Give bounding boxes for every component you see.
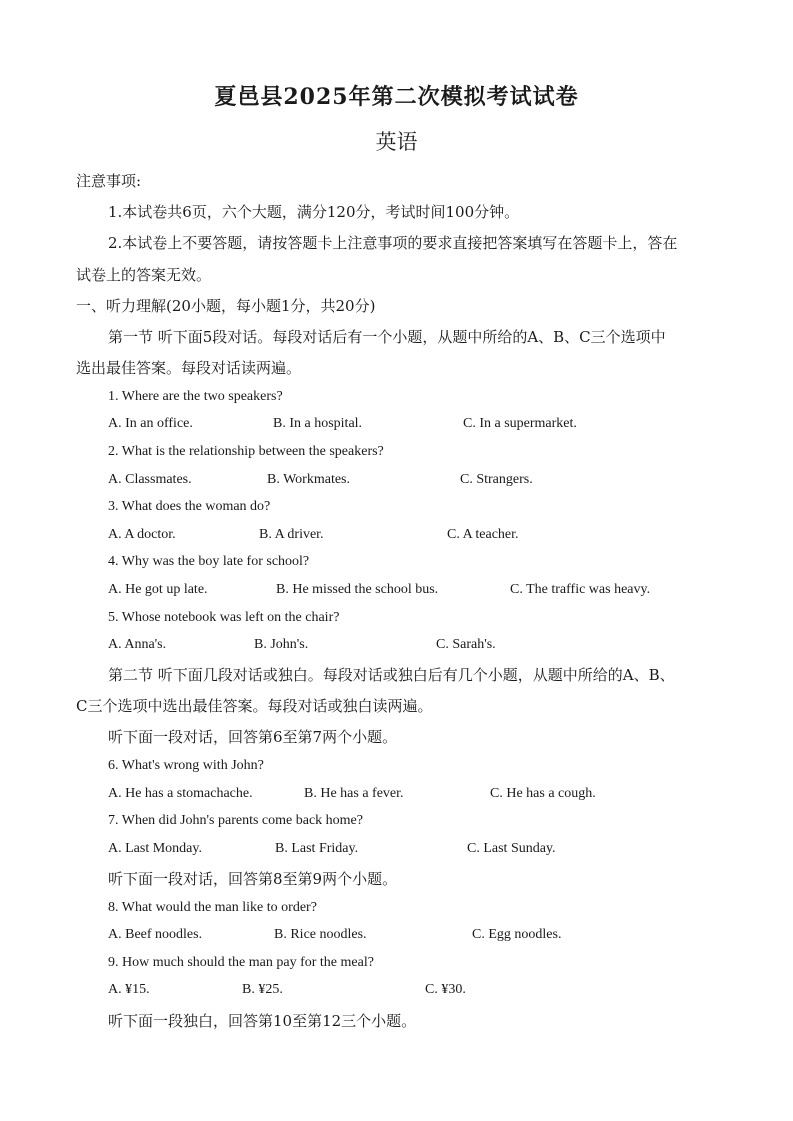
question-7-option-c: C. Last Sunday.	[467, 841, 556, 856]
question-9-option-b: B. ¥25.	[242, 982, 283, 997]
question-6: 6. What's wrong with John?	[108, 758, 264, 773]
subject-title: 英语	[375, 130, 418, 154]
question-2-option-c: C. Strangers.	[460, 472, 533, 487]
question-2-option-a: A. Classmates.	[108, 472, 192, 487]
question-5: 5. Whose notebook was left on the chair?	[108, 610, 340, 625]
monologue-lead-10-12: 听下面一段独白，回答第10至第12三个小题。	[108, 1012, 417, 1030]
question-8-option-c: C. Egg noodles.	[472, 927, 562, 942]
question-9-option-a: A. ¥15.	[108, 982, 150, 997]
section1-intro-line2: 选出最佳答案。每段对话读两遍。	[76, 359, 302, 377]
notes-item-2-cont: 试卷上的答案无效。	[76, 266, 212, 284]
question-1-option-c: C. In a supermarket.	[463, 416, 577, 431]
page-title: 夏邑县2025年第二次模拟考试试卷	[214, 84, 579, 110]
question-3-option-c: C. A teacher.	[447, 527, 519, 542]
part1-heading: 一、听力理解(20小题，每小题1分，共20分)	[76, 297, 376, 315]
question-5-option-a: A. Anna's.	[108, 637, 167, 652]
question-5-option-b: B. John's.	[254, 637, 309, 652]
question-3-option-a: A. A doctor.	[108, 527, 176, 542]
question-6-option-a: A. He has a stomachache.	[108, 786, 253, 801]
question-8-option-a: A. Beef noodles.	[108, 927, 203, 942]
question-2: 2. What is the relationship between the speakers?	[108, 444, 384, 459]
section1-intro-line1: 第一节 听下面5段对话。每段对话后有一个小题，从题中所给的A、B、C三个选项中	[108, 328, 666, 346]
notes-item-2: 2.本试卷上不要答题，请按答题卡上注意事项的要求直接把答案填写在答题卡上，答在	[108, 234, 678, 252]
dialogue-lead-6-7: 听下面一段对话，回答第6至第7两个小题。	[108, 728, 398, 746]
question-7-option-b: B. Last Friday.	[275, 841, 359, 856]
question-5-option-c: C. Sarah's.	[436, 637, 496, 652]
notes-heading: 注意事项:	[76, 172, 142, 190]
question-3: 3. What does the woman do?	[108, 499, 271, 514]
question-1-option-a: A. In an office.	[108, 416, 193, 431]
question-2-option-b: B. Workmates.	[267, 472, 350, 487]
question-1: 1. Where are the two speakers?	[108, 389, 283, 404]
section2-intro-line2: C三个选项中选出最佳答案。每段对话或独白读两遍。	[76, 697, 433, 715]
question-3-option-b: B. A driver.	[259, 527, 324, 542]
question-1-option-b: B. In a hospital.	[273, 416, 363, 431]
question-7: 7. When did John's parents come back home?	[108, 813, 363, 828]
question-6-option-c: C. He has a cough.	[490, 786, 596, 801]
question-9: 9. How much should the man pay for the meal?	[108, 955, 374, 970]
question-8: 8. What would the man like to order?	[108, 900, 317, 915]
dialogue-lead-8-9: 听下面一段对话，回答第8至第9两个小题。	[108, 870, 398, 888]
question-9-option-c: C. ¥30.	[425, 982, 466, 997]
question-6-option-b: B. He has a fever.	[304, 786, 404, 801]
question-8-option-b: B. Rice noodles.	[274, 927, 367, 942]
section2-intro-line1: 第二节 听下面几段对话或独白。每段对话或独白后有几个小题，从题中所给的A、B、	[108, 666, 675, 684]
question-4-option-c: C. The traffic was heavy.	[510, 582, 651, 597]
question-4-option-a: A. He got up late.	[108, 582, 208, 597]
question-4: 4. Why was the boy late for school?	[108, 554, 310, 569]
question-4-option-b: B. He missed the school bus.	[276, 582, 439, 597]
notes-item-1: 1.本试卷共6页，六个大题，满分120分，考试时间100分钟。	[108, 203, 520, 221]
question-7-option-a: A. Last Monday.	[108, 841, 202, 856]
